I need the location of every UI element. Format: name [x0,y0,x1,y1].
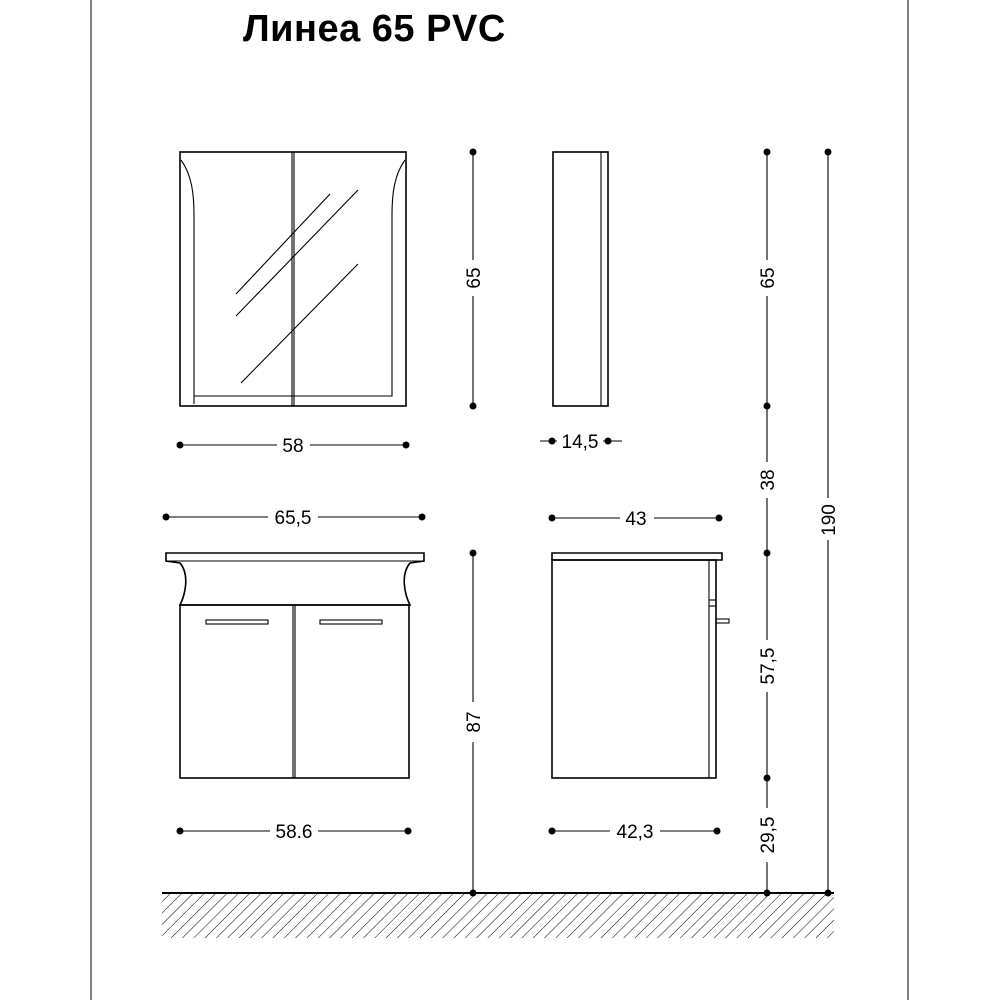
dim-gap-height-label: 38 [758,469,779,491]
dim-mirror-width-label: 58 [282,436,304,457]
vanity-cabinet-side [552,553,729,778]
mirror-cabinet-front [180,152,406,406]
dim-cabinet-depth-label: 42,3 [616,822,654,843]
floor-hatch [162,893,834,938]
dim-mirror-height-right-label: 65 [758,267,779,289]
vanity-cabinet-front [166,553,424,778]
dim-basin-width [163,508,426,529]
dim-mirror-depth-label: 14,5 [561,432,599,453]
page-title: Линеа 65 PVC [243,8,506,50]
dim-cabinet-width [177,822,412,843]
mirror-cabinet-side [553,152,608,406]
dim-mirror-depth [540,432,622,453]
dim-basin-depth [549,509,723,530]
dim-total-height [819,149,840,897]
dim-mirror-width [177,436,410,457]
dim-cabinet-height-label: 87 [464,711,485,733]
dim-cabinet-depth [549,822,721,843]
dim-chain-right [758,149,779,897]
dim-cabinet-mount-height-label: 57,5 [758,647,779,685]
dim-mirror-height-label: 65 [464,267,485,289]
dim-basin-width-label: 65,5 [274,508,312,529]
dim-cabinet-height [464,550,485,897]
dim-mirror-height [464,149,485,410]
dim-cabinet-width-label: 58.6 [275,822,313,843]
dim-total-height-label: 190 [819,504,840,536]
dim-basin-depth-label: 43 [625,509,647,530]
dim-floor-clearance-label: 29,5 [758,816,779,854]
